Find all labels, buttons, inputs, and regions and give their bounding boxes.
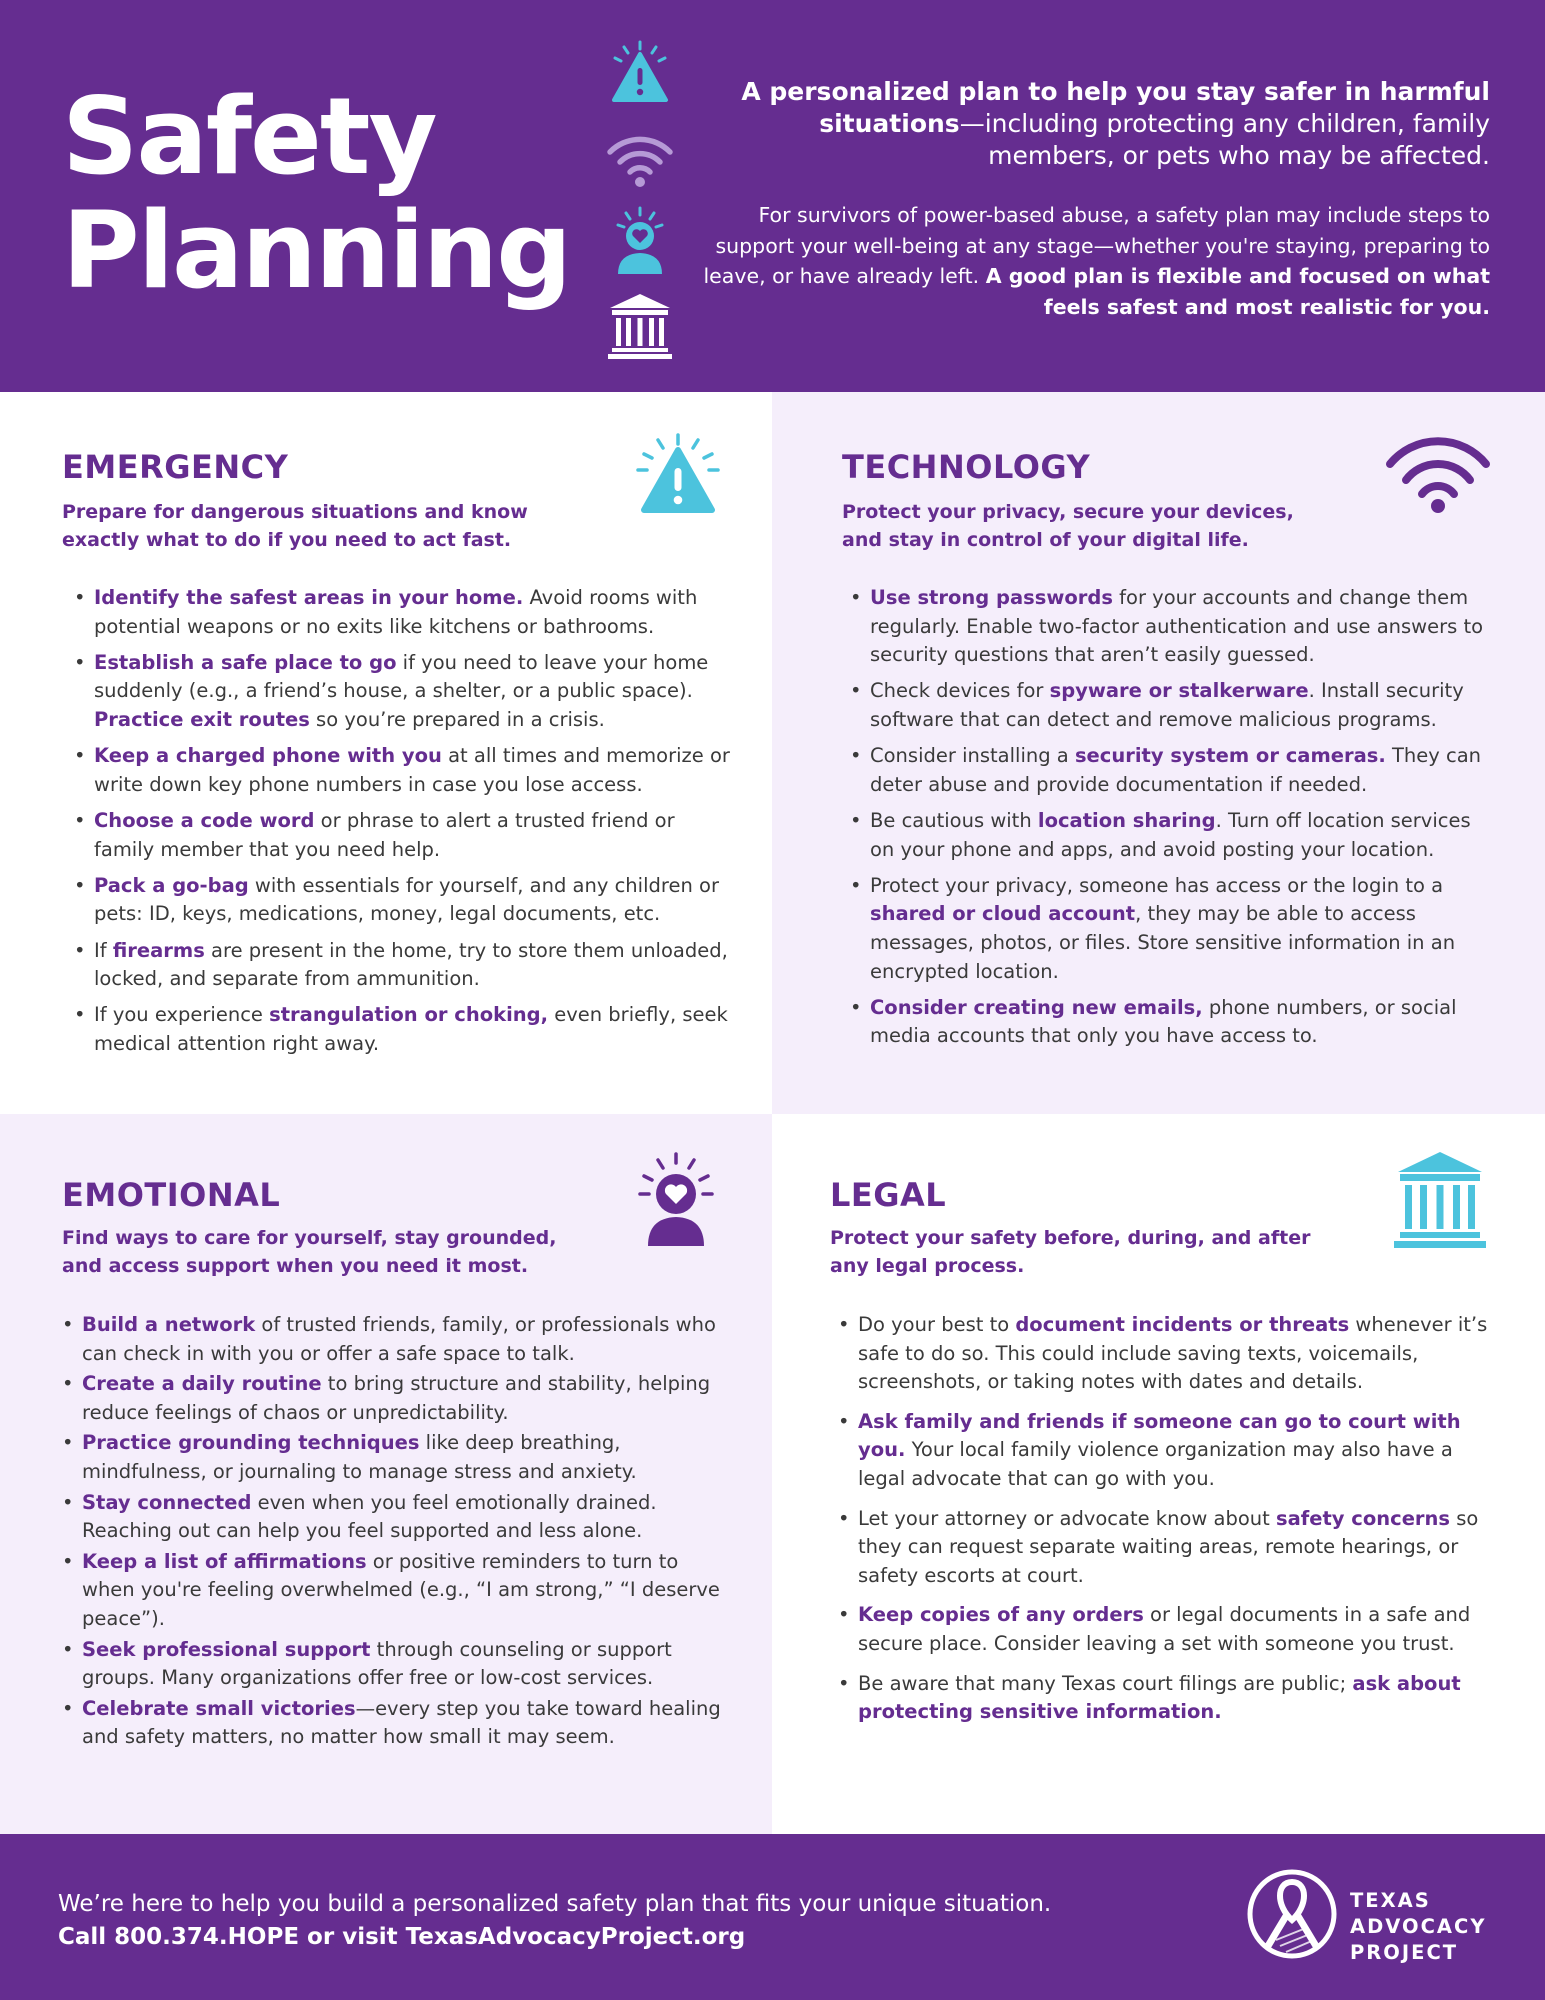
courthouse-icon xyxy=(1390,1150,1490,1250)
title-line-1: Safety xyxy=(62,75,436,198)
wifi-icon xyxy=(1384,434,1492,516)
technology-subtitle-line1: Protect your privacy, secure your devices, xyxy=(842,501,1294,523)
list-item: • Keep copies of any orders or legal documents in a safe and secure place. Consider leaving a set with someone you trust. xyxy=(838,1601,1488,1658)
technology-title: TECHNOLOGY xyxy=(842,448,1091,486)
technology-section xyxy=(772,392,1545,1114)
logo-text-line3: PROJECT xyxy=(1350,1941,1459,1964)
list-item: • If firearms are present in the home, try to store them unloaded, locked, and separate from ammunition. xyxy=(74,937,734,994)
legal-subtitle xyxy=(830,1224,1350,1280)
emotional-section xyxy=(0,1114,772,1834)
list-item: • Identify the safest areas in your home. Avoid rooms with potential weapons or no exits like kitchens or bathrooms. xyxy=(74,584,734,641)
legal-subtitle-line2: any legal process. xyxy=(830,1255,1025,1277)
emergency-subtitle-line2: exactly what to do if you need to act fast. xyxy=(62,529,512,551)
list-item: • Celebrate small victories—every step you take toward healing and safety matters, no matter how small it may seem. xyxy=(62,1695,732,1752)
intro-lead-rest: —including protecting any children, family members, or pets who may be affected. xyxy=(959,109,1490,170)
intro-body-bold: A good plan is flexible and focused on what feels safest and most realistic for you. xyxy=(985,264,1490,319)
legal-list xyxy=(838,1311,1488,1738)
header-icon-column xyxy=(600,38,680,374)
emergency-subtitle xyxy=(62,498,582,554)
logo-text-line1: TEXAS xyxy=(1350,1889,1431,1912)
list-item: • Establish a safe place to go if you need to leave your home suddenly (e.g., a friend’s house, a shelter, or a public space). Practice exit routes so you’re prepared in a crisis. xyxy=(74,649,734,735)
list-item: • Protect your privacy, someone has access or the login to a shared or cloud account, they may be able to access messages, photos, or files. Store sensitive information in an encrypted location. xyxy=(850,872,1500,986)
emotional-title: EMOTIONAL xyxy=(62,1176,281,1214)
warning-icon xyxy=(600,38,680,108)
logo-wordmark xyxy=(1350,1888,1486,1966)
list-item: • Seek professional support through counseling or support groups. Many organizations offer free or low-cost services. xyxy=(62,1636,732,1693)
list-item: • Build a network of trusted friends, family, or professionals who can check in with you or offer a safe space to talk. xyxy=(62,1311,732,1368)
list-item: • Be cautious with location sharing. Turn off location services on your phone and apps, and avoid posting your location. xyxy=(850,807,1500,864)
intro-lead xyxy=(690,76,1490,172)
list-item: • Let your attorney or advocate know about safety concerns so they can request separate waiting areas, remote hearings, or safety escorts at court. xyxy=(838,1505,1488,1591)
list-item: • Pack a go-bag with essentials for yourself, and any children or pets: ID, keys, medications, money, legal documents, etc. xyxy=(74,872,734,929)
wifi-icon xyxy=(600,122,680,192)
header-banner xyxy=(0,0,1545,392)
list-item: • Stay connected even when you feel emotionally drained. Reaching out can help you feel supported and less alone. xyxy=(62,1489,732,1546)
list-item: • Be aware that many Texas court filings are public; ask about protecting sensitive information. xyxy=(838,1670,1488,1727)
footer-text xyxy=(58,1888,1051,1954)
list-item: • Check devices for spyware or stalkerware. Install security software that can detect and remove malicious programs. xyxy=(850,677,1500,734)
emergency-subtitle-line1: Prepare for dangerous situations and know xyxy=(62,501,528,523)
intro-text xyxy=(690,76,1490,322)
list-item: • If you experience strangulation or choking, even briefly, seek medical attention right away. xyxy=(74,1001,734,1058)
person-heart-icon xyxy=(628,1152,724,1248)
emotional-subtitle xyxy=(62,1224,582,1280)
legal-title: LEGAL xyxy=(830,1176,947,1214)
person-heart-icon xyxy=(600,206,680,276)
footer-tagline: We’re here to help you build a personalized safety plan that fits your unique situation. xyxy=(58,1891,1052,1917)
warning-icon xyxy=(622,432,734,516)
logo-text-line2: ADVOCACY xyxy=(1350,1915,1487,1938)
emotional-subtitle-line2: and access support when you need it most. xyxy=(62,1255,529,1277)
list-item: • Ask family and friends if someone can go to court with you. Your local family violence organization may also have a legal advocate that can go with you. xyxy=(838,1408,1488,1494)
emergency-section xyxy=(0,392,772,1114)
emotional-list xyxy=(62,1311,732,1754)
intro-body-regular: For survivors of power-based abuse, a safety plan may include steps to support your well-being at any stage—whether you're staying, preparing to leave, or have already left. xyxy=(703,203,1490,288)
emotional-subtitle-line1: Find ways to care for yourself, stay grounded, xyxy=(62,1227,557,1249)
intro-body xyxy=(690,200,1490,322)
list-item: • Keep a list of affirmations or positive reminders to turn to when you're feeling overwhelmed (e.g., “I am strong,” “I deserve peace”). xyxy=(62,1548,732,1634)
list-item: • Keep a charged phone with you at all times and memorize or write down key phone numbers in case you lose access. xyxy=(74,742,734,799)
legal-section xyxy=(772,1114,1545,1834)
list-item: • Practice grounding techniques like deep breathing, mindfulness, or journaling to manage stress and anxiety. xyxy=(62,1429,732,1486)
footer-contact: Call 800.374.HOPE or visit TexasAdvocacyProject.org xyxy=(58,1924,746,1950)
ribbon-logo-icon xyxy=(1246,1868,1338,1960)
page-title xyxy=(62,75,571,312)
emergency-title: EMERGENCY xyxy=(62,448,289,486)
technology-subtitle-line2: and stay in control of your digital life. xyxy=(842,529,1249,551)
list-item: • Create a daily routine to bring structure and stability, helping reduce feelings of chaos or unpredictability. xyxy=(62,1370,732,1427)
list-item: • Choose a code word or phrase to alert a trusted friend or family member that you need help. xyxy=(74,807,734,864)
technology-list xyxy=(850,584,1500,1058)
list-item: • Use strong passwords for your accounts and change them regularly. Enable two-factor authentication and use answers to security questions that aren’t easily guessed. xyxy=(850,584,1500,670)
emergency-list xyxy=(74,584,734,1066)
texas-advocacy-project-logo xyxy=(1246,1868,1506,1968)
technology-subtitle xyxy=(842,498,1362,554)
list-item: • Consider creating new emails, phone numbers, or social media accounts that only you have access to. xyxy=(850,994,1500,1051)
title-line-2: Planning xyxy=(62,189,571,312)
intro-lead-bold: A personalized plan to help you stay safer in harmful situations xyxy=(741,77,1490,138)
footer-banner xyxy=(0,1834,1545,2000)
list-item: • Do your best to document incidents or threats whenever it’s safe to do so. This could include saving texts, voicemails, screenshots, or taking notes with dates and details. xyxy=(838,1311,1488,1397)
courthouse-icon xyxy=(600,290,680,360)
list-item: • Consider installing a security system or cameras. They can deter abuse and provide documentation if needed. xyxy=(850,742,1500,799)
legal-subtitle-line1: Protect your safety before, during, and after xyxy=(830,1227,1311,1249)
